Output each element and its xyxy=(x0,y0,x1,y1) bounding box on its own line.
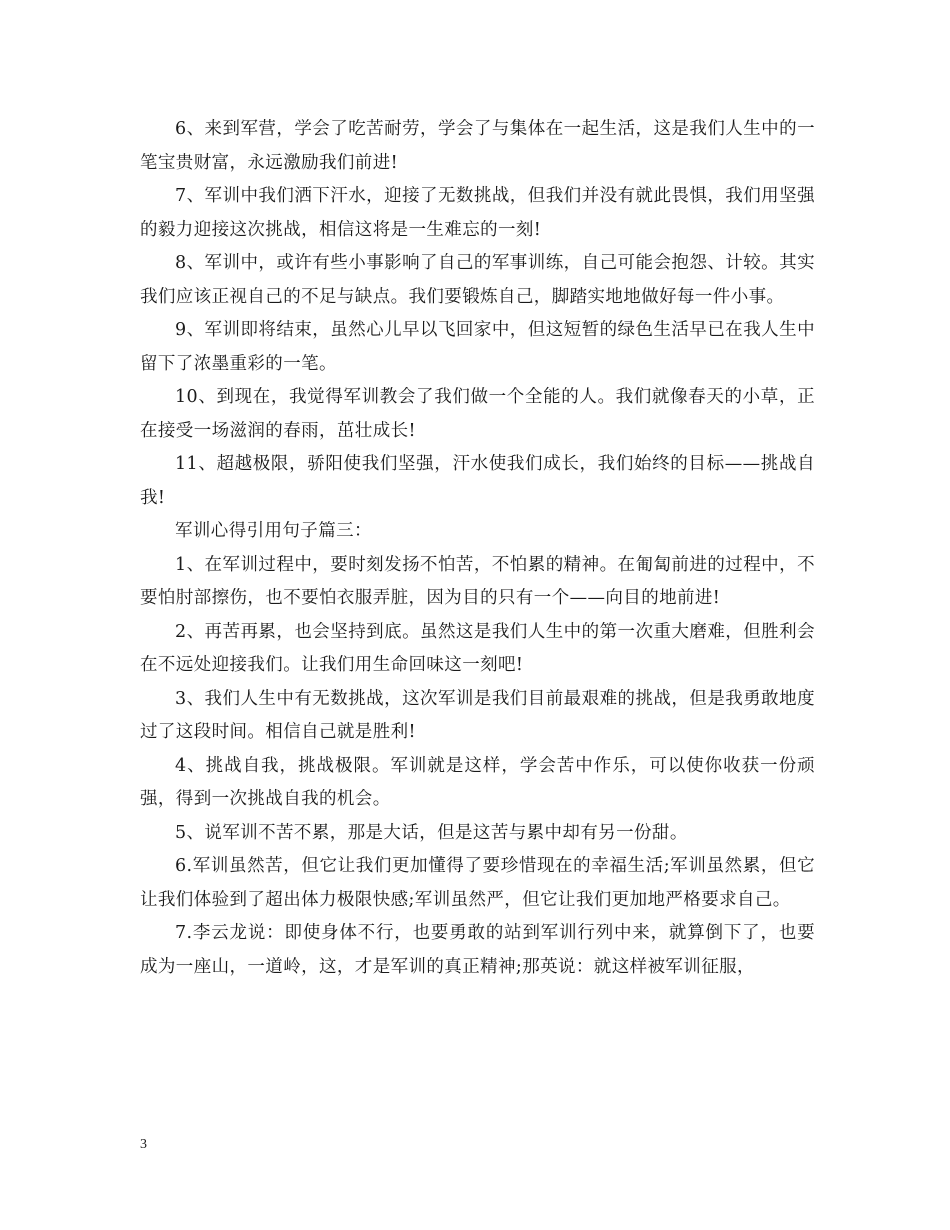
paragraph: 10、到现在，我觉得军训教会了我们做一个全能的人。我们就像春天的小草，正在接受一场滋润的春雨，茁壮成长! xyxy=(140,387,815,441)
paragraph: 6、来到军营，学会了吃苦耐劳，学会了与集体在一起生活，这是我们人生中的一笔宝贵财富，永远激励我们前进! xyxy=(140,119,815,173)
paragraph: 1、在军训过程中，要时刻发扬不怕苦，不怕累的精神。在匍匐前进的过程中，不要怕肘部擦伤，也不要怕衣服弄脏，因为目的只有一个——向目的地前进! xyxy=(140,554,815,608)
paragraph: 8、军训中，或许有些小事影响了自己的军事训练，自己可能会抱怨、计较。其实我们应该正视自己的不足与缺点。我们要锻炼自己，脚踏实地地做好每一件小事。 xyxy=(140,253,815,307)
paragraph: 3、我们人生中有无数挑战，这次军训是我们目前最艰难的挑战，但是我勇敢地度过了这段时间。相信自己就是胜利! xyxy=(140,688,815,742)
paragraph: 5、说军训不苦不累，那是大话，但是这苦与累中却有另一份甜。 xyxy=(175,822,688,843)
paragraph: 9、军训即将结束，虽然心儿早以飞回家中，但这短暂的绿色生活早已在我人生中留下了浓墨重彩的一笔。 xyxy=(140,320,815,374)
paragraph: 7、军训中我们洒下汗水，迎接了无数挑战，但我们并没有就此畏惧，我们用坚强的毅力迎接这次挑战，相信这将是一生难忘的一刻! xyxy=(140,186,815,240)
page-number: 3 xyxy=(140,1137,147,1152)
paragraph: 7.李云龙说：即使身体不行，也要勇敢的站到军训行列中来，就算倒下了，也要成为一座山，一道岭，这，才是军训的真正精神;那英说：就这样被军训征服， xyxy=(140,923,815,977)
section-heading: 军训心得引用句子篇三： xyxy=(175,521,372,541)
paragraph: 4、挑战自我，挑战极限。军训就是这样，学会苦中作乐，可以使你收获一份顽强，得到一次挑战自我的机会。 xyxy=(140,755,815,809)
paragraph: 11、超越极限，骄阳使我们坚强，汗水使我们成长，我们始终的目标——挑战自我! xyxy=(140,454,815,508)
paragraph: 2、再苦再累，也会坚持到底。虽然这是我们人生中的第一次重大磨难，但胜利会在不远处迎接我们。让我们用生命回味这一刻吧! xyxy=(140,621,815,675)
paragraph: 6.军训虽然苦，但它让我们更加懂得了要珍惜现在的幸福生活;军训虽然累，但它让我们体验到了超出体力极限快感;军训虽然严，但它让我们更加地严格要求自己。 xyxy=(140,856,815,910)
document-body xyxy=(140,113,815,984)
